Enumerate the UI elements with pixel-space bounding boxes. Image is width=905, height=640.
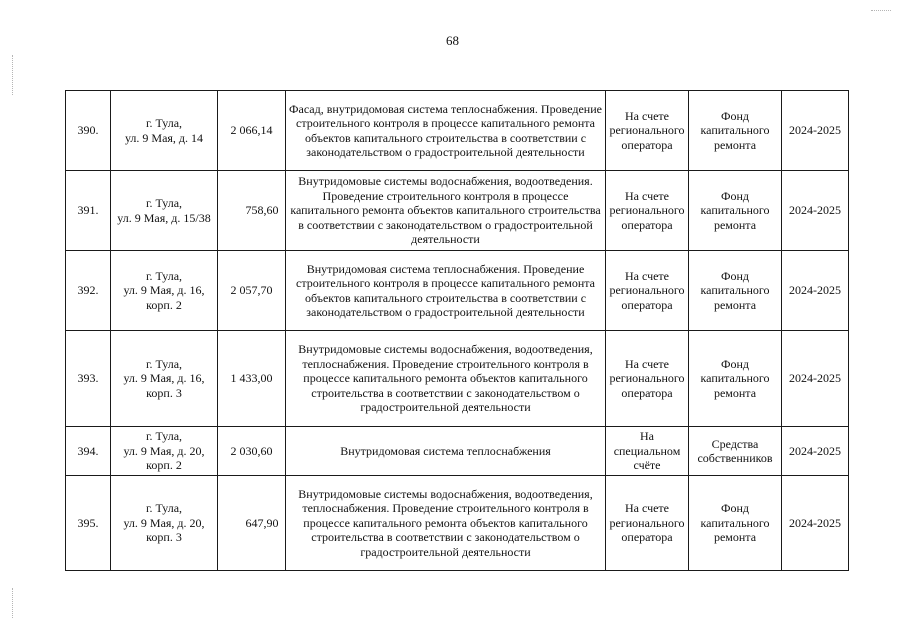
period-cell: 2024-2025 xyxy=(782,476,849,571)
source-line: Фонд xyxy=(720,268,749,283)
address-line: г. Тула, xyxy=(145,356,183,371)
address-line: г. Тула, xyxy=(145,196,183,211)
account-line: На счете xyxy=(624,108,669,123)
address-cell xyxy=(111,427,218,476)
address-line: г. Тула, xyxy=(145,501,183,516)
account-cell xyxy=(606,251,689,331)
address-line: ул. 9 Мая, д. 14 xyxy=(124,130,204,145)
table-row xyxy=(66,91,849,171)
period-cell: 2024-2025 xyxy=(782,171,849,251)
scan-margin-mark xyxy=(12,588,14,618)
account-cell xyxy=(606,427,689,476)
works-cell: Фасад, внутридомовая система теплоснабжения. Проведение строительного контроля в процессе капитального ремонта объектов капитального строительства в соответствии с законодательством о градостроительной деятельности xyxy=(286,91,606,171)
capital-repair-table xyxy=(65,90,849,571)
address-line: ул. 9 Мая, д. 15/38 xyxy=(117,210,211,225)
area-cell: 2 066,14 xyxy=(218,91,286,171)
account-cell xyxy=(606,91,689,171)
table-row xyxy=(66,427,849,476)
account-cell xyxy=(606,331,689,427)
table-row xyxy=(66,251,849,331)
address-line: корп. 2 xyxy=(146,458,182,473)
area-cell: 2 030,60 xyxy=(218,427,286,476)
source-line: ремонта xyxy=(713,385,757,400)
account-line: специальном xyxy=(613,443,681,458)
account-line: На счете xyxy=(624,501,669,516)
row-number: 393. xyxy=(66,331,111,427)
row-number: 395. xyxy=(66,476,111,571)
address-cell xyxy=(111,251,218,331)
source-line: капитального xyxy=(700,371,770,386)
scan-corner-mark xyxy=(871,10,891,11)
period-cell: 2024-2025 xyxy=(782,331,849,427)
address-line: ул. 9 Мая, д. 20, xyxy=(123,515,205,530)
works-cell: Внутридомовые системы водоснабжения, водоотведения, теплоснабжения. Проведение строительного контроля в процессе капитального ремонта объектов капитального строительства в соответствии с законодательством о градостроительной деятельности xyxy=(286,331,606,427)
source-line: капитального xyxy=(700,283,770,298)
works-cell: Внутридомовая система теплоснабжения xyxy=(286,427,606,476)
address-line: ул. 9 Мая, д. 16, xyxy=(123,371,205,386)
address-line: г. Тула, xyxy=(145,116,183,131)
source-line: ремонта xyxy=(713,297,757,312)
account-line: регионального xyxy=(609,283,685,298)
row-number: 392. xyxy=(66,251,111,331)
period-cell: 2024-2025 xyxy=(782,251,849,331)
source-line: Фонд xyxy=(720,188,749,203)
account-line: На счете xyxy=(624,268,669,283)
account-line: На счете xyxy=(624,188,669,203)
source-line: ремонта xyxy=(713,530,757,545)
source-line: ремонта xyxy=(713,137,757,152)
area-cell: 758,60 xyxy=(218,171,286,251)
source-line: Фонд xyxy=(720,108,749,123)
address-cell xyxy=(111,91,218,171)
source-line: Фонд xyxy=(720,501,749,516)
page-number: 68 xyxy=(446,33,459,48)
address-cell xyxy=(111,476,218,571)
source-line: капитального xyxy=(700,203,770,218)
works-cell: Внутридомовая система теплоснабжения. Проведение строительного контроля в процессе капитального ремонта объектов капитального строительства в соответствии с законодательством о градостроительной деятельности xyxy=(286,251,606,331)
address-line: ул. 9 Мая, д. 16, xyxy=(123,283,205,298)
table-row xyxy=(66,476,849,571)
funding-source-cell xyxy=(689,251,782,331)
account-line: На счете xyxy=(624,356,669,371)
address-line: корп. 3 xyxy=(146,385,182,400)
address-line: корп. 3 xyxy=(146,530,182,545)
area-cell: 1 433,00 xyxy=(218,331,286,427)
account-line: оператора xyxy=(621,385,673,400)
address-line: г. Тула, xyxy=(145,429,183,444)
period-cell: 2024-2025 xyxy=(782,427,849,476)
source-line: капитального xyxy=(700,515,770,530)
account-line: оператора xyxy=(621,137,673,152)
source-line: ремонта xyxy=(713,217,757,232)
funding-source-cell xyxy=(689,476,782,571)
works-cell: Внутридомовые системы водоснабжения, водоотведения. Проведение строительного контроля в процессе капитального ремонта объектов капитального строительства в соответствии с законодательством о градостроительной деятельности xyxy=(286,171,606,251)
funding-source-cell xyxy=(689,171,782,251)
table-row xyxy=(66,171,849,251)
funding-source-cell xyxy=(689,331,782,427)
account-cell xyxy=(606,171,689,251)
account-line: регионального xyxy=(609,371,685,386)
account-line: оператора xyxy=(621,217,673,232)
account-line: регионального xyxy=(609,203,685,218)
account-line: регионального xyxy=(609,123,685,138)
address-cell xyxy=(111,331,218,427)
account-line: оператора xyxy=(621,297,673,312)
account-line: счёте xyxy=(633,458,661,473)
address-line: г. Тула, xyxy=(145,268,183,283)
funding-source-cell xyxy=(689,91,782,171)
source-line: капитального xyxy=(700,123,770,138)
source-line: Фонд xyxy=(720,356,749,371)
address-cell xyxy=(111,171,218,251)
area-cell: 647,90 xyxy=(218,476,286,571)
account-line: регионального xyxy=(609,515,685,530)
source-line: Средства xyxy=(711,436,759,451)
source-line: собственников xyxy=(697,451,773,465)
account-cell xyxy=(606,476,689,571)
account-line: оператора xyxy=(621,530,673,545)
row-number: 390. xyxy=(66,91,111,171)
table-row xyxy=(66,331,849,427)
area-cell: 2 057,70 xyxy=(218,251,286,331)
works-cell: Внутридомовые системы водоснабжения, водоотведения, теплоснабжения. Проведение строительного контроля в процессе капитального ремонта объектов капитального строительства в соответствии с законодательством о градостроительной деятельности xyxy=(286,476,606,571)
row-number: 391. xyxy=(66,171,111,251)
period-cell: 2024-2025 xyxy=(782,91,849,171)
funding-source-cell xyxy=(689,427,782,476)
address-line: корп. 2 xyxy=(146,297,182,312)
row-number: 394. xyxy=(66,427,111,476)
address-line: ул. 9 Мая, д. 20, xyxy=(123,443,205,458)
scan-margin-mark xyxy=(12,55,14,95)
account-line: На xyxy=(640,429,654,444)
